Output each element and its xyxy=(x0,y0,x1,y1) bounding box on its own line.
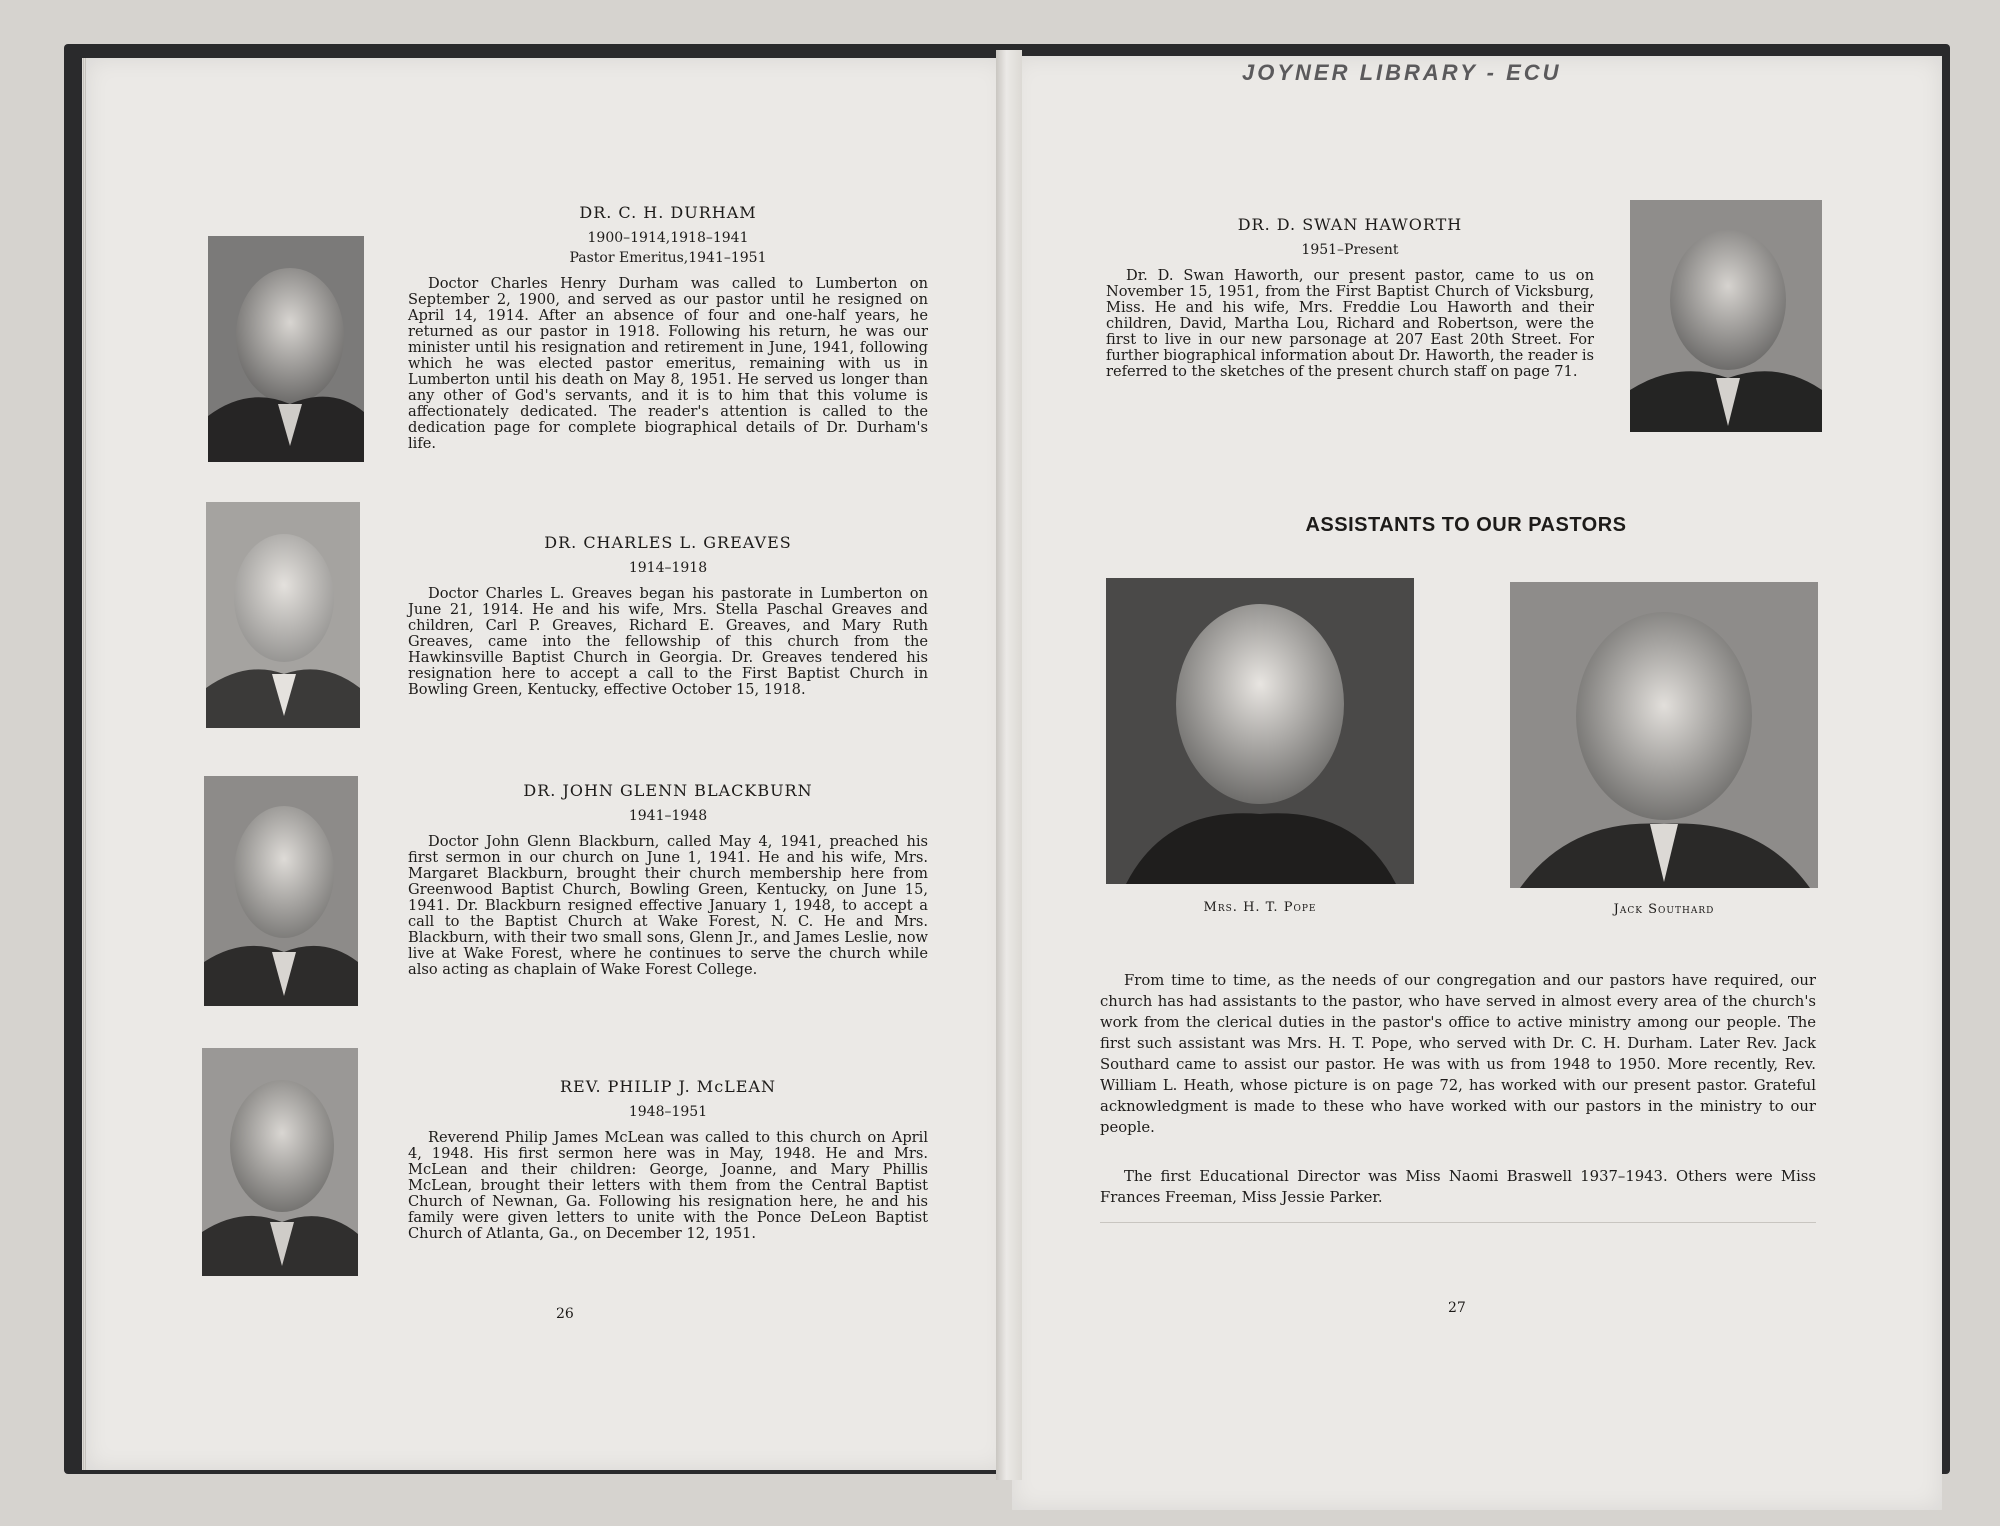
pastor-bio: Dr. D. Swan Haworth, our present pastor, came to us on November 15, 1951, from the First Baptist Church of Vicksburg, Miss. He and his wife, Mrs. Freddie Lou Haworth and their children, David, Martha Lou, Richard and Robertson, were the first to live in our new parsonage at 207 East 20th Street. For further biographical information about Dr. Haworth, the reader is referred to the sketches of the present church staff on page 71. xyxy=(1106,267,1594,380)
pastor-subtitle: Pastor Emeritus,1941–1951 xyxy=(569,250,767,266)
caption-pope: Mrs. H. T. Pope xyxy=(1203,900,1317,915)
portrait-photo-blackburn xyxy=(204,776,358,1006)
portrait-photo-durham xyxy=(208,236,364,462)
divider-line xyxy=(1100,1222,1816,1223)
pastor-bio: Doctor Charles Henry Durham was called to Lumberton on September 2, 1900, and served as our pastor until he resigned on April 14, 1914. After an absence of four and one-half years, he returned as our pastor in 1918. Following his return, he was our minister until his resignation and retirement in June, 1941, following which he was elected pastor emeritus, remaining with us in Lumberton until his death on May 8, 1951. He served us longer than any other of God's servants, and it is to him that this volume is affectionately dedicated. The reader's attention is called to the dedication page for complete biographical details of Dr. Durham's life. xyxy=(408,275,928,452)
book-gutter xyxy=(996,50,1022,1480)
portrait-photo-haworth xyxy=(1630,200,1822,432)
pastor-name: DR. JOHN GLENN BLACKBURN xyxy=(523,781,813,800)
educational-director-paragraph: The first Educational Director was Miss Naomi Braswell 1937–1943. Others were Miss Frances Freeman, Miss Jessie Parker. xyxy=(1100,1168,1816,1206)
pastor-name: REV. PHILIP J. McLEAN xyxy=(559,1077,777,1096)
pastor-bio: Doctor Charles L. Greaves began his pastorate in Lumberton on June 21, 1914. He and his wife, Mrs. Stella Paschal Greaves and children, Carl P. Greaves, Richard E. Greaves, and Mary Ruth Greaves, came into the fellowship of this church from the Hawkinsville Baptist Church in Georgia. Dr. Greaves tendered his resignation here to accept a call to the First Baptist Church in Bowling Green, Kentucky, effective October 15, 1918. xyxy=(408,585,928,698)
pastor-dates: 1951–Present xyxy=(1301,242,1399,258)
assistants-paragraph: From time to time, as the needs of our congregation and our pastors have required, our church has had assistants to the pastor, who have served in almost every area of the church's work from the clerical duties in the pastor's office to active ministry among our people. The first such assistant was Mrs. H. T. Pope, who served with Dr. C. H. Durham. Later Rev. Jack Southard came to assist our pastor. He was with us from 1948 to 1950. More recently, Rev. William L. Heath, whose picture is on page 72, has worked with our present pastor. Grateful acknowledgment is made to these who have worked with our pastors in the ministry to our people. xyxy=(1100,972,1816,1136)
pastor-entry-haworth xyxy=(1106,214,1594,380)
pastor-name: DR. C. H. DURHAM xyxy=(579,203,757,222)
pastor-bio: Reverend Philip James McLean was called to this church on April 4, 1948. His first sermon here was in May, 1948. He and Mrs. McLean and their children: George, Joanne, and Mary Phillis McLean, brought their letters with them from the Central Baptist Church of Newnan, Ga. Following his resignation here, he and his family were given letters to unite with the Ponce DeLeon Baptist Church of Atlanta, Ga., on December 12, 1951. xyxy=(408,1129,928,1242)
pastor-bio: Doctor John Glenn Blackburn, called May 4, 1941, preached his first sermon in our church on June 1, 1941. He and his wife, Mrs. Margaret Blackburn, brought their church membership here from Greenwood Baptist Church, Bowling Green, Kentucky, on June 15, 1941. Dr. Blackburn resigned effective January 1, 1948, to accept a call to the Baptist Church at Wake Forest, N. C. He and Mrs. Blackburn, with their two small sons, Glenn Jr., and James Leslie, now live at Wake Forest, where he continues to serve the church while also acting as chaplain of Wake Forest College. xyxy=(408,833,928,978)
pastor-entry-blackburn xyxy=(408,780,928,978)
pastor-entry-mclean xyxy=(408,1076,928,1242)
pastor-dates: 1948–1951 xyxy=(628,1104,708,1120)
assistants-heading: ASSISTANTS TO OUR PASTORS xyxy=(1305,514,1627,536)
portrait-photo-mclean xyxy=(202,1048,358,1276)
portrait-photo-pope xyxy=(1106,578,1414,884)
page-number-right: 27 xyxy=(1448,1300,1466,1316)
library-stamp: JOYNER LIBRARY - ECU xyxy=(1242,60,1562,82)
portrait-photo-greaves xyxy=(206,502,360,728)
portrait-photo-southard xyxy=(1510,582,1818,888)
pastor-name: DR. CHARLES L. GREAVES xyxy=(544,533,792,552)
pastor-dates: 1941–1948 xyxy=(628,808,708,824)
pastor-dates: 1914–1918 xyxy=(628,560,708,576)
caption-southard: Jack Southard xyxy=(1613,902,1715,917)
pastor-entry-durham xyxy=(408,202,928,452)
pastor-name: DR. D. SWAN HAWORTH xyxy=(1237,215,1463,234)
page-number-left: 26 xyxy=(556,1306,574,1322)
pastor-dates: 1900–1914,1918–1941 xyxy=(587,230,749,246)
pastor-entry-greaves xyxy=(408,532,928,698)
